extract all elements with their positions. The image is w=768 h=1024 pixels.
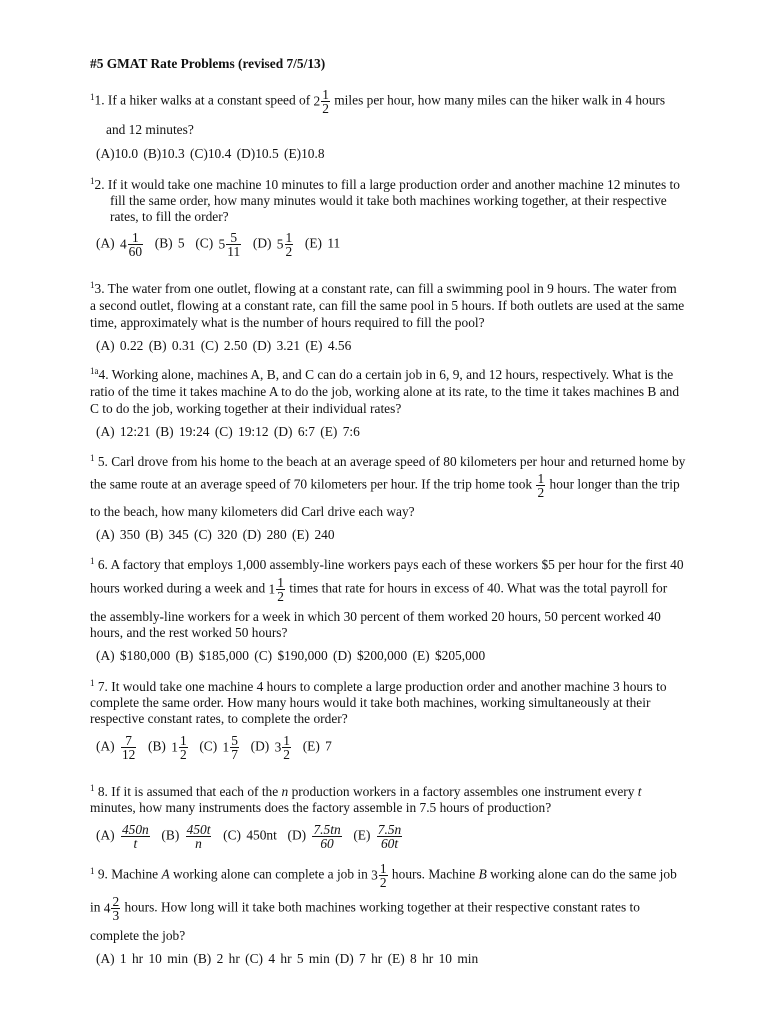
answer-choices: (A) 0.22 (B) 0.31 (C) 2.50 (D) 3.21 (E) 4.56 (96, 338, 352, 353)
footnote-marker: 1 (90, 91, 95, 102)
fraction: $\frac{1}{60}$ (128, 230, 143, 259)
fraction: $\frac{450t}{n}$ (186, 822, 211, 851)
answer-choices: (A) 4 $\frac{1}{60}$ (B) 5 (C) 5 $\frac{5}{11}$ (D) 5 $\frac{1}{2}$ (E) 11 (96, 230, 341, 259)
footnote-marker: 1 (90, 176, 95, 186)
fraction: $\frac{2}{3}$ (112, 894, 120, 923)
footnote-marker: 1 (90, 453, 95, 463)
answer-choices: (A) $180,000 (B) $185,000 (C) $190,000 (D) $200,000 (E) $205,000 (96, 648, 486, 663)
footnote-marker: 1a (90, 366, 99, 376)
answer-choices: (A) 1 hr 10 min (B) 2 hr (C) 4 hr 5 min (D) 7 hr (E) 8 hr 10 min (96, 951, 479, 966)
fraction: $\frac{7.5tn}{60}$ (313, 822, 341, 851)
fraction: $\frac{1}{2}$ (179, 733, 187, 762)
fraction: $\frac{7.5n}{60t}$ (377, 822, 402, 851)
fraction: $\frac{1}{2}$ (537, 471, 545, 500)
fraction: $\frac{450n}{t}$ (121, 822, 149, 851)
fraction: $\frac{5}{7}$ (231, 733, 238, 762)
fraction: $\frac{1}{2}$ (283, 733, 290, 762)
fraction: $\frac{1}{2}$ (285, 230, 293, 259)
footnote-marker: 1 (90, 280, 95, 290)
document-page: #5 GMAT Rate Problems (revised 7/5/13) $^1$1. If a hiker walks at a constant speed of 2 $\frac{1}{2}$ miles per hour, how many miles can the hiker walk in 4 hours and 12 minutes? (A)10.0 (B)10.3 (C)10.4 (D)10.5 (E)10.8 $^1$2. If it would take one machine 10 minutes to fill a large production order and another machine 12 minutes to fill the same order, how many minutes would it take both machines working together, at their respective rates, to fill the order? (A) 4 $\frac{1}{60}$ (B) 5 (C) 5 $\frac{5}{11}$ (D) 5 $\frac{1}{2}$ (E) 11 $^1$3. The water from one outlet, flowing at a constant rate, can fill a swimming pool in 9 hours. The water from a second outlet, flowing at a constant rate, can fill the same pool in 5 hours. If both outlets are used at the same time, approximately what is the number of hours required to fill the pool? (A) 0.22 (B) 0.31 (C) 2.50 (D) 3.21 (E) 4.56 $^{1a}$4. Working alone, machines A, B, and C can do a certain job in 6, 9, and 12 hours, respectively. What is the ratio of the time it takes machine A to do the job, working alone at its rate, to the time it takes machines B and C to do the job, working together at their individual rates? (A) 12:21 (B) 19:24 (C) 19:12 (D) 6:7 (E) 7:6 $^1$ 5. Carl drove from his home to the beach at an average speed of 80 kilometers per hour and returned home by the same route at an average speed of 70 kilometers per hour. If the trip home took $\frac{1}{2}$ hour longer than the trip to the beach, how many kilometers did Carl drive each way? (A) 350 (B) 345 (C) 320 (D) 280 (E) 240 $^1$ 6. A factory that employs 1,000 assembly-line workers pays each of these workers $5 per hour for the first 40 hours worked during a week and 1 $\frac{1}{2}$ times that rate for hours in excess of 40. What was the total payroll for the assembly-line workers for a week in which 30 percent of them worked 20 hours, 50 percent worked 40 hours, and the rest worked 50 hours? (A) $180,000 (B) $185,000 (C) $190,000 (D) $200,000 (E) $205,000 $^1$ 7. It would take one machine 4 hours to complete a large production order and another machine 3 hours to complete the same order. How many hours would it take both machines, working simultaneously at their respective constant rates, to complete the order? (A) $\frac{7}{12}$ (B) 1 $\frac{1}{2}$ (C) 1 $\frac{5}{7}$ (D) 3 $\frac{1}{2}$ (E) 7 $^1$ 8. If it is assumed that each of the n production workers in a factory assembles one instrument every t minutes, how many instruments does the factory assemble in 7.5 hours of production? (A) $\frac{450n}{t}$ (B) $\frac{450t}{n}$ (C) 450nt (D) $\frac{7.5tn}{60}$ (E) $\frac{7.5n}{60t}$ $^1$ 9. Machine A working alone can complete a job in 3 $\frac{1}{2}$ hours. Machine B working alone can do the same job in 4 $\frac{2}{3}$ hours. How long will it take both machines working together at their respective constant rates to complete the job? (A) 1 hr 10 min (B) 2 hr (C) 4 hr 5 min (D) 7 hr (E) 8 hr 10 min (90, 56, 686, 966)
fraction: $\frac{1}{2}$ (322, 87, 329, 116)
footnote-marker: 1 (90, 783, 95, 793)
fraction: $\frac{5}{11}$ (227, 230, 241, 259)
fraction: $\frac{7}{12}$ (121, 733, 136, 762)
page-title: #5 GMAT Rate Problems (revised 7/5/13) (90, 56, 326, 71)
answer-choices: (A)10.0 (B)10.3 (C)10.4 (D)10.5 (E)10.8 (96, 146, 325, 161)
answer-choices: (A) 350 (B) 345 (C) 320 (D) 280 (E) 240 (96, 527, 335, 542)
fraction: $\frac{1}{2}$ (277, 575, 284, 604)
answer-choices: (A) 12:21 (B) 19:24 (C) 19:12 (D) 6:7 (E) 7:6 (96, 424, 360, 439)
footnote-marker: 1 (90, 556, 95, 566)
footnote-marker: 1 (90, 678, 95, 688)
answer-choices: (A) $\frac{7}{12}$ (B) 1 $\frac{1}{2}$ (C) 1 $\frac{5}{7}$ (D) 3 $\frac{1}{2}$ (E) 7 (96, 733, 332, 762)
footnote-marker: 1 (90, 865, 95, 876)
answer-choices: (A) $\frac{450n}{t}$ (B) $\frac{450t}{n}$ (C) 450nt (D) $\frac{7.5tn}{60}$ (E) $\frac{7.5n}{60t}$ (96, 822, 402, 851)
fraction: $\frac{1}{2}$ (379, 861, 387, 890)
